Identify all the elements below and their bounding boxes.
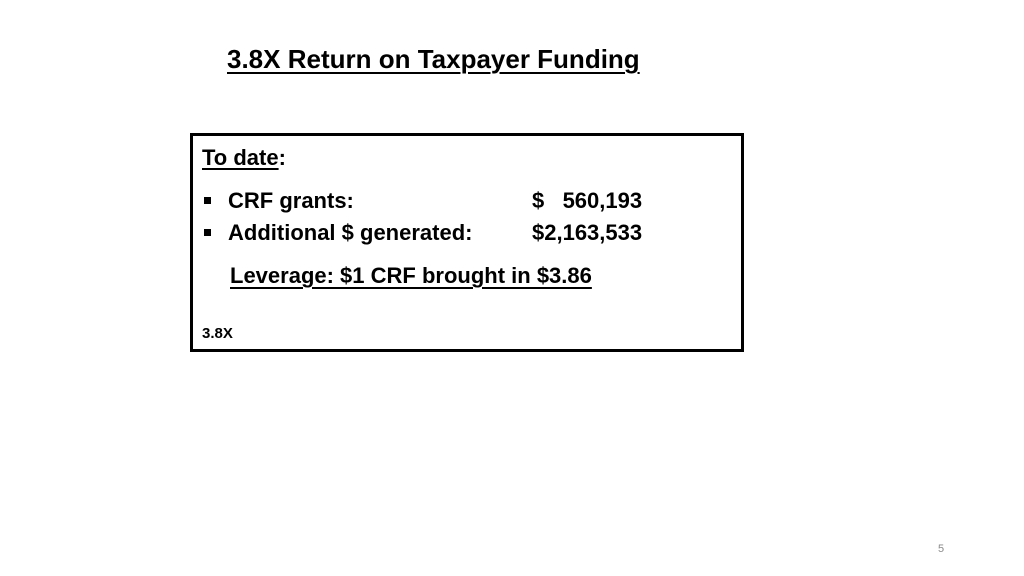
square-bullet-icon (204, 197, 211, 204)
crf-grants-label: CRF grants: (228, 188, 354, 213)
square-bullet-icon (204, 229, 211, 236)
slide-title: 3.8X Return on Taxpayer Funding (227, 44, 640, 74)
additional-generated-label: Additional $ generated: (228, 220, 473, 245)
leverage-statement: Leverage: $1 CRF brought in $3.86 (230, 263, 592, 288)
multiplier-label: 3.8X (202, 325, 233, 342)
additional-generated-value: $2,163,533 (532, 220, 643, 245)
summary-box (190, 133, 744, 352)
box-heading-label: To date (202, 145, 279, 170)
box-heading-colon: : (278, 145, 286, 170)
box-heading (202, 145, 286, 171)
crf-grants-value: $ 560,193 (532, 188, 643, 213)
page-number: 5 (938, 543, 945, 555)
